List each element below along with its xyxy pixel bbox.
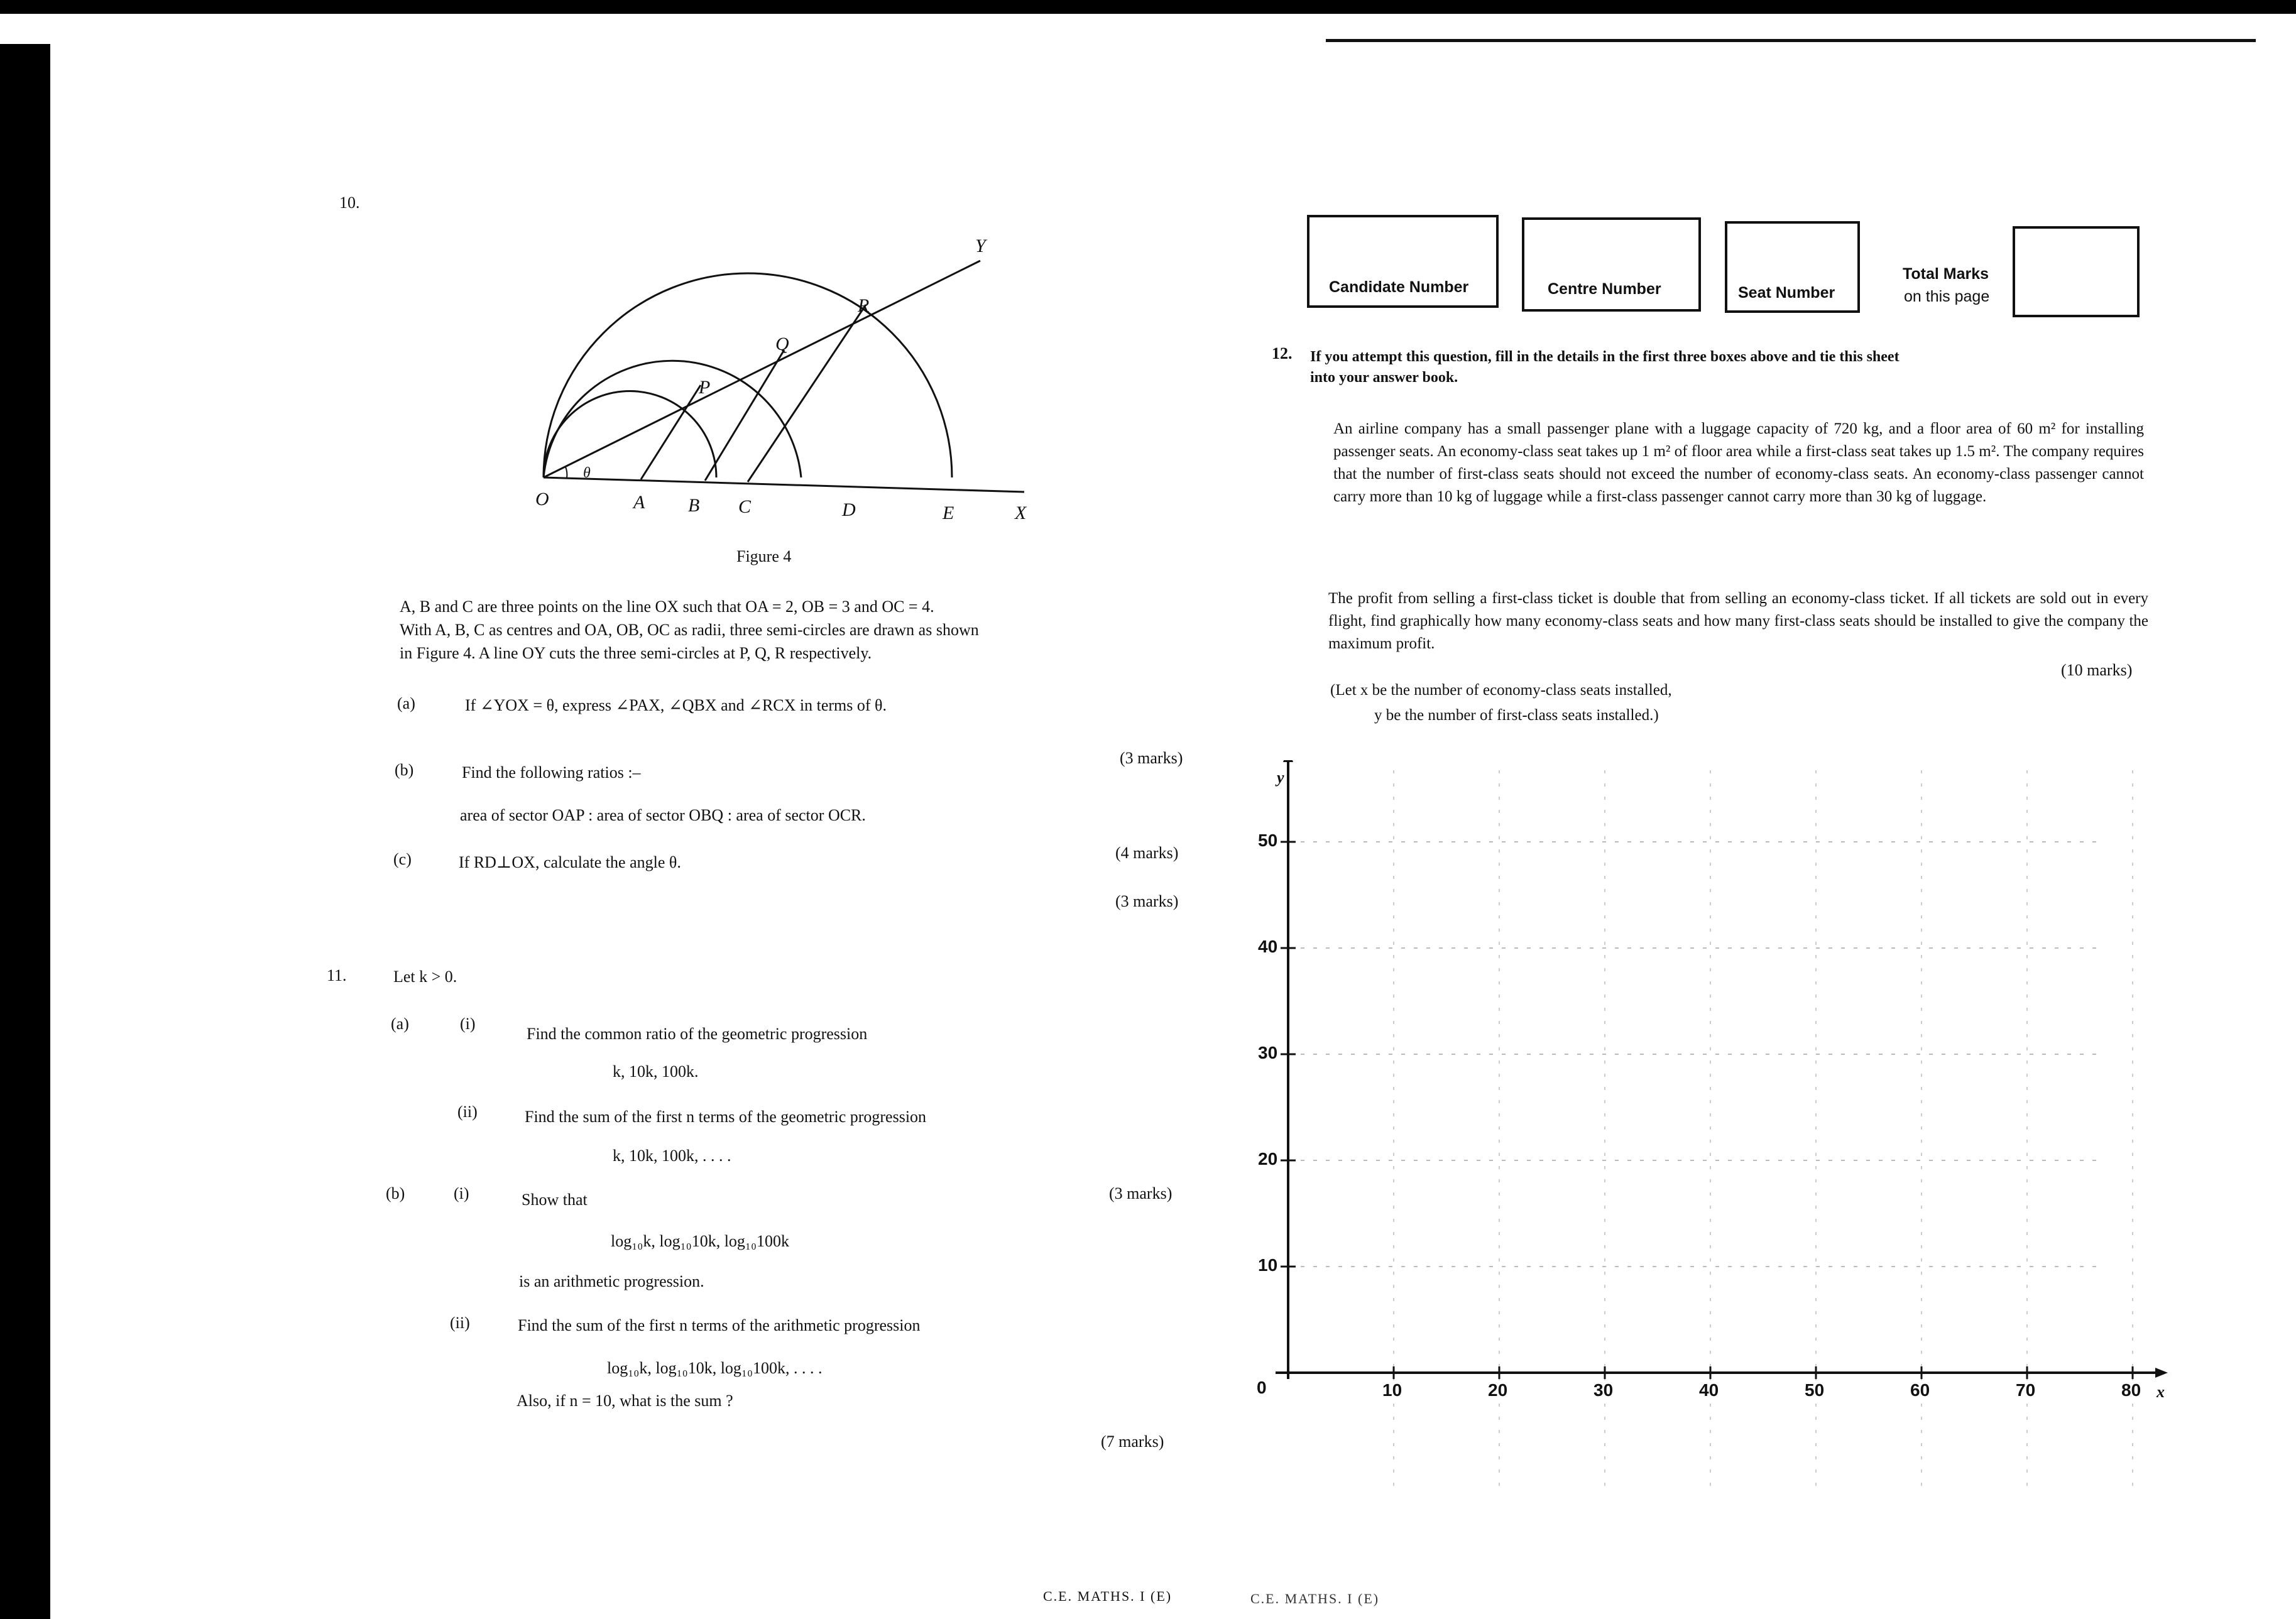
line-cr	[748, 305, 866, 482]
y-tick-label-50: 50	[1258, 831, 1278, 850]
q10-intro-line1: A, B and C are three points on the line OX such that OA = 2, OB = 3 and OC = 4.	[400, 597, 934, 616]
total-marks-box[interactable]	[2013, 226, 2140, 317]
y-axis-arrow	[1283, 760, 1293, 762]
scan-top-border	[0, 0, 2296, 14]
x-tick-label-30: 30	[1594, 1380, 1614, 1400]
footer-left: C.E. MATHS. I (E)	[1043, 1588, 1173, 1604]
q11bi-text2: is an arithmetic progression.	[519, 1272, 704, 1290]
fig-label-x: X	[1015, 503, 1027, 523]
q12-para1: An airline company has a small passenger plane with a luggage capacity of 720 kg, and a floor area of 60 m² for installing passenger seats. An economy-class seat takes up 1 m² of floor area while a first-class seat takes up 1.5 m². The company requires that the number of first-class seats should not exceed the number of economy-class seats. An economy-class passenger cannot carry more than 10 kg of luggage while a first-class passenger cannot carry more than 30 kg of luggage.	[1333, 420, 2144, 505]
q11-number: 11.	[327, 966, 347, 984]
q11b-marks: (7 marks)	[1101, 1432, 1164, 1451]
graph-axes	[1194, 760, 2174, 1514]
x-axis-arrow	[2155, 1368, 2168, 1378]
fig-label-e: E	[943, 503, 954, 523]
q10a-text: If ∠YOX = θ, express ∠PAX, ∠QBX and ∠RCX in terms of θ.	[465, 696, 887, 714]
candidate-number-label: Candidate Number	[1329, 278, 1469, 296]
fig-label-b: B	[688, 495, 700, 516]
y-tick-label-30: 30	[1258, 1043, 1278, 1062]
line-ox	[544, 477, 1024, 492]
total-marks-label: Total Marks	[1903, 265, 1989, 283]
q10a-marks: (3 marks)	[1120, 749, 1183, 767]
graph-x-axis-label: x	[2157, 1383, 2165, 1401]
x-tick-label-50: 50	[1805, 1380, 1825, 1400]
x-tick-label-20: 20	[1488, 1380, 1508, 1400]
fig-label-a: A	[633, 492, 645, 513]
q11aii-label: (ii)	[457, 1103, 478, 1121]
q12-marks: (10 marks)	[2061, 661, 2133, 679]
x-tick-label-70: 70	[2016, 1380, 2036, 1400]
q10b-label: (b)	[395, 761, 414, 779]
y-tick-label-40: 40	[1258, 937, 1278, 956]
q10c-text: If RD⊥OX, calculate the angle θ.	[459, 853, 681, 871]
line-ap	[641, 385, 701, 479]
q11ai-text: Find the common ratio of the geometric progression	[527, 1025, 868, 1043]
graph-y-axis-label: y	[1277, 768, 1284, 787]
q12-instruction-line1: If you attempt this question, fill in the details in the first three boxes above and tie this sheet	[1310, 349, 1900, 365]
footer-right: C.E. MATHS. I (E)	[1250, 1591, 1380, 1606]
q11-intro: Let k > 0.	[393, 968, 457, 986]
q10b-text: Find the following ratios :–	[462, 763, 641, 782]
x-tick-label-10: 10	[1382, 1380, 1402, 1400]
q10a-label: (a)	[397, 694, 415, 712]
x-tick-label-40: 40	[1699, 1380, 1719, 1400]
q10c-label: (c)	[393, 850, 412, 868]
fig-label-theta: θ	[583, 465, 591, 481]
graph-origin-label: 0	[1257, 1378, 1267, 1397]
centre-number-label: Centre Number	[1548, 280, 1661, 298]
q11aii-expr: k, 10k, 100k, . . . .	[613, 1147, 731, 1165]
q11bii-text2: Also, if n = 10, what is the sum ?	[517, 1392, 733, 1410]
seat-number-label: Seat Number	[1738, 284, 1835, 302]
q11aii-text: Find the sum of the first n terms of the geometric progression	[525, 1108, 927, 1126]
figure-caption: Figure 4	[736, 547, 792, 565]
figure-4	[515, 229, 1049, 537]
fig-label-c: C	[738, 496, 752, 517]
q12-number: 12.	[1272, 344, 1293, 363]
q10-number: 10.	[339, 194, 360, 212]
fig-label-q: Q	[775, 334, 789, 354]
q11ai-label: (i)	[460, 1015, 476, 1033]
x-tick-label-60: 60	[1910, 1380, 1930, 1400]
q12-let-line1: (Let x be the number of economy-class seats installed,	[1330, 682, 1672, 699]
q10b-marks: (4 marks)	[1115, 844, 1179, 862]
fig-label-p: P	[699, 377, 711, 398]
line-oy	[544, 261, 980, 477]
q11b-label: (b)	[386, 1184, 405, 1202]
q12-let-line2: y be the number of first-class seats installed.)	[1374, 707, 1659, 724]
q11ai-expr: k, 10k, 100k.	[613, 1062, 699, 1081]
y-tick-label-20: 20	[1258, 1149, 1278, 1169]
q11bii-label: (ii)	[450, 1314, 470, 1332]
q10c-marks: (3 marks)	[1115, 892, 1179, 910]
x-tick-label-80: 80	[2121, 1380, 2141, 1400]
q11bii-expr: log₁₀k, log₁₀10k, log₁₀100k, . . . .	[607, 1359, 823, 1377]
scan-left-border	[0, 44, 50, 1619]
q11bi-expr: log₁₀k, log₁₀10k, log₁₀100k	[611, 1232, 790, 1250]
total-marks-sublabel: on this page	[1904, 288, 1990, 305]
fig-label-r: R	[858, 295, 870, 316]
q10-intro-line3: in Figure 4. A line OY cuts the three semi-circles at P, Q, R respectively.	[400, 644, 872, 662]
fig-label-o: O	[535, 489, 549, 510]
q10-intro-line2: With A, B, C as centres and OA, OB, OC as radii, three semi-circles are drawn as shown	[400, 621, 979, 639]
fig-label-y: Y	[975, 236, 986, 256]
q10b-ratios: area of sector OAP : area of sector OBQ : area of sector OCR.	[460, 806, 866, 824]
q12-para2: The profit from selling a first-class ticket is double that from selling an economy-class ticket. If all tickets are sold out in every flight, find graphically how many economy-class seats and how many first-class seats should be installed to give the company the maximum profit.	[1328, 590, 2148, 652]
q11a-marks: (3 marks)	[1109, 1184, 1173, 1202]
top-right-rule	[1326, 39, 2256, 42]
angle-arc	[566, 467, 567, 478]
q11bi-text: Show that	[522, 1191, 588, 1209]
q11a-label: (a)	[391, 1015, 409, 1033]
q11bii-text: Find the sum of the first n terms of the arithmetic progression	[518, 1316, 921, 1334]
q11bi-label: (i)	[454, 1184, 469, 1202]
fig-label-d: D	[842, 499, 856, 520]
y-tick-label-10: 10	[1258, 1255, 1278, 1275]
q12-instruction-line2: into your answer book.	[1310, 369, 1458, 386]
